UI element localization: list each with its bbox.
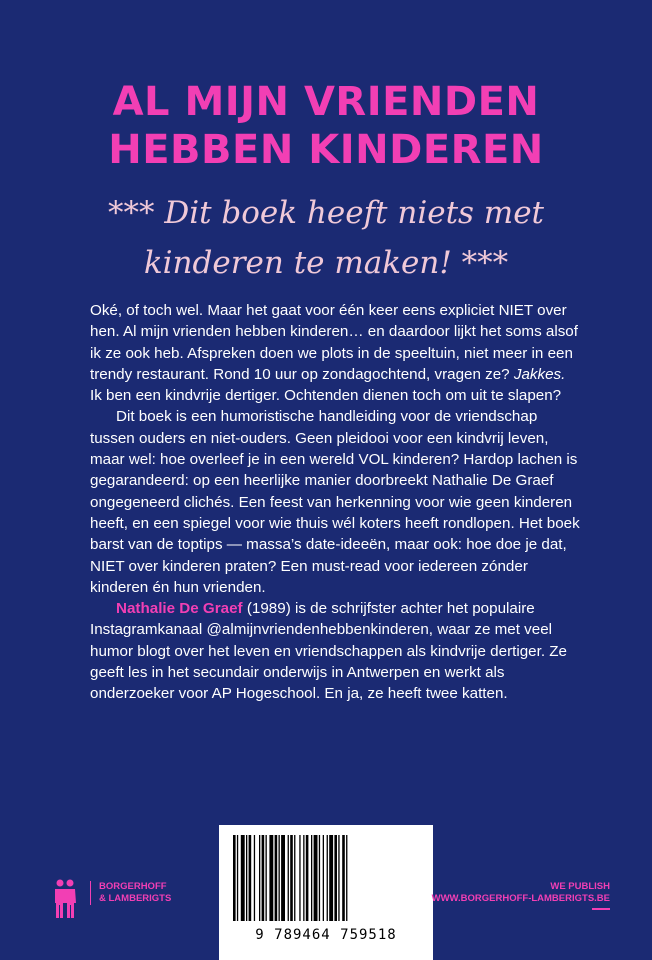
two-figures-logo-icon [50,878,80,925]
barcode-bar [241,835,245,921]
publisher-line-2: & LAMBERIGTS [99,893,172,904]
blurb-paragraph-3 [90,598,580,704]
barcode [219,825,433,960]
blurb-paragraph-2: Dit boek is een humoristische handleiding voor de vriendschap tussen ouders en niet-ouders. Geen pleidooi voor een kindvrij leven, maar wel: hoe overleef je in een wereld VOL kinderen? Hardop lachen is gegarandeerd: op een heerlijke manier doorbreekt Nathalie De Graef ongegeneerd clichés. Een feest van herkenning voor wie geen kinderen heeft, en een spiegel voor wie thuis wél koters heeft rondlopen. Het boek barst van de toptips — massa’s date-ideeën, maar ook: hoe doe je dat, NIET over kinderen praten? Een must-read voor iedereen zónder kinderen én hun vrienden. [90,408,580,596]
barcode-bar [334,835,337,921]
barcode-bar [319,835,320,921]
barcode-bar [275,835,278,921]
publisher-line-1: BORGERHOFF [99,881,167,892]
barcode-bar [262,835,265,921]
barcode-bar [237,835,238,921]
barcode-bar [294,835,295,921]
publisher-website: WWW.BORGERHOFF-LAMBERIGTS.BE [431,893,610,904]
barcode-bar [299,835,300,921]
barcode-bar [269,835,273,921]
barcode-bar [306,835,309,921]
barcode-bar [246,835,247,921]
author-name: Nathalie De Graef [116,600,243,618]
barcode-bar [311,835,312,921]
book-title [0,78,652,174]
barcode-bar [327,835,328,921]
tagline-line-2: kinderen te maken! *** [143,245,509,281]
barcode-bar [323,835,324,921]
publisher-slogan: WE PUBLISH [550,881,610,892]
blurb [90,300,580,705]
barcode-bar [288,835,289,921]
author-bio: (1989) is de schrijfster achter het populaire Instagramkanaal @almijnvriendenhebbenkinderen, waar ze met veel humor blogt over het leven en vriendschappen als kindvrije dertiger. Ze geeft les in het secundair onderwijs in Antwerpen en werkt als onderzoeker voor AP Hogeschool. En ja, ze heeft twee katten. [90,600,567,703]
blurb-p1-italic: Jakkes. [513,365,566,383]
barcode-bar [279,835,280,921]
isbn-number: 9 789464 759518 [255,927,397,943]
publisher-slogan-block [432,881,610,905]
accent-underline [592,908,610,910]
barcode-bar [259,835,260,921]
blurb-p1-text-end: Ik ben een kindvrije dertiger. Ochtenden dienen toch om uit te slapen? [90,387,562,405]
barcode-bar [346,835,347,921]
tagline [0,188,652,288]
barcode-bar [303,835,304,921]
tagline-line-1: *** Dit boek heeft niets met [107,195,544,231]
barcode-bar [314,835,318,921]
barcode-bar [254,835,255,921]
barcode-bar [338,835,339,921]
blurb-paragraph-1 [90,300,580,406]
blurb-p1-text: Oké, of toch wel. Maar het gaat voor één keer eens expliciet NIET over hen. Al mijn vrienden hebben kinderen… en daardoor lijkt het soms alsof ik ze ook heb. Afspreken doen we plots in de speeltuin, niet meer in een trendy restaurant. Rond 10 uur op zondagochtend, vragen ze? [90,302,578,383]
publisher-name [90,881,171,905]
barcode-bar [329,835,333,921]
barcode-bar [281,835,285,921]
barcode-bars [231,835,421,921]
title-line-1: AL MIJN VRIENDEN [112,79,540,125]
barcode-bar [342,835,345,921]
title-line-2: HEBBEN KINDEREN [108,127,544,173]
barcode-bar [233,835,236,921]
barcode-bar [266,835,267,921]
barcode-bar [249,835,252,921]
barcode-bar [290,835,293,921]
